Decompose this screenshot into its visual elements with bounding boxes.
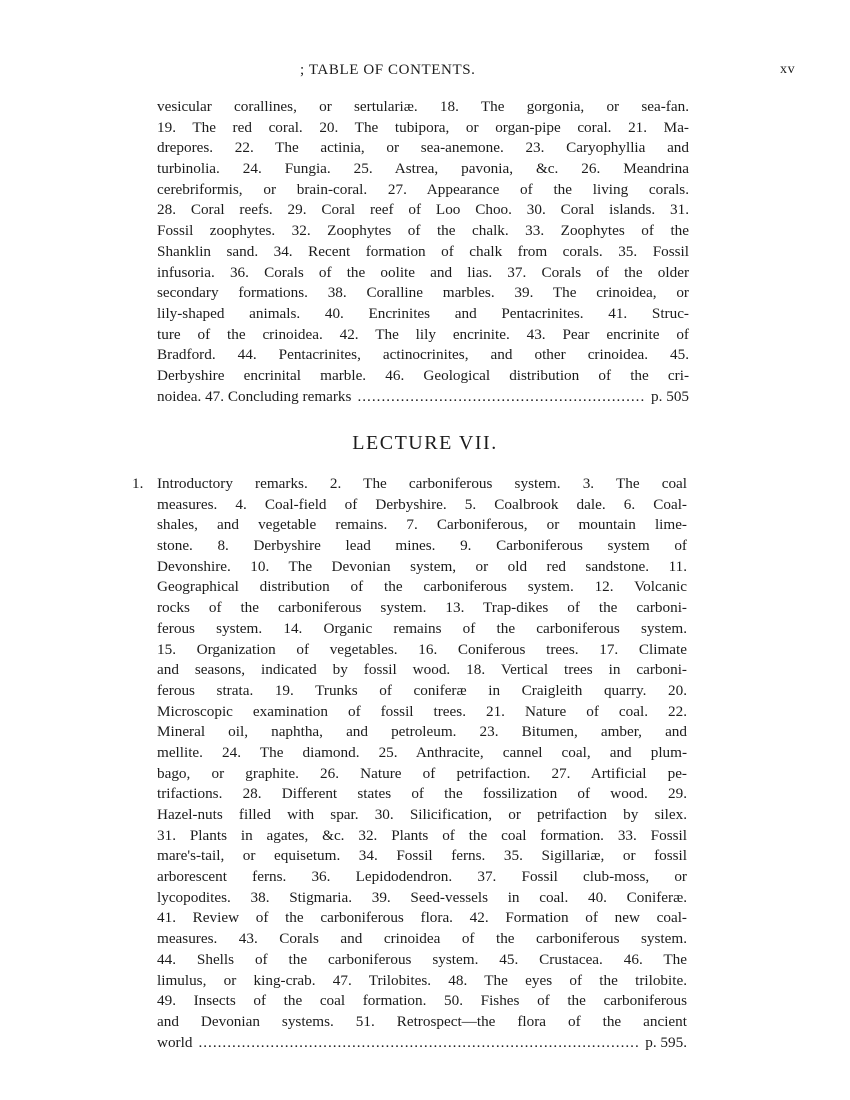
contents-line: Introductory remarks. 2. The carboniferous system. 3. The coal [157, 475, 687, 492]
contents-line: Devonshire. 10. The Devonian system, or old red sandstone. 11. [157, 557, 687, 575]
contents-line: trifactions. 28. Different states of the fossilization of wood. 29. [157, 785, 687, 803]
running-head [0, 62, 850, 84]
page-reference: p. 505 [651, 387, 689, 405]
contents-line: rocks of the carboniferous system. 13. Trap-dikes of the carboni- [157, 599, 687, 617]
contents-line: 15. Organization of vegetables. 16. Coniferous trees. 17. Climate [157, 640, 687, 658]
contents-line: 44. Shells of the carboniferous system. 45. Crustacea. 46. The [157, 950, 687, 968]
contents-line: bago, or graphite. 26. Nature of petrifaction. 27. Artificial pe- [157, 764, 687, 782]
contents-line: ferous strata. 19. Trunks of coniferæ in Craigleith quarry. 20. [157, 681, 687, 699]
contents-line: Mineral oil, naphtha, and petroleum. 23. Bitumen, amber, and [157, 723, 687, 741]
contents-line: shales, and vegetable remains. 7. Carboniferous, or mountain lime- [157, 516, 687, 534]
contents-line: Derbyshire encrinital marble. 46. Geological distribution of the cri- [157, 366, 689, 384]
lecture-heading: LECTURE VII. [352, 432, 498, 454]
contents-line: lycopodites. 38. Stigmaria. 39. Seed-vessels in coal. 40. Coniferæ. [157, 888, 687, 906]
contents-line: Bradford. 44. Pentacrinites, actinocrinites, and other crinoidea. 45. [157, 346, 689, 364]
contents-line: Shanklin sand. 34. Recent formation of chalk from corals. 35. Fossil [157, 242, 689, 260]
contents-line: lily-shaped animals. 40. Encrinites and Pentacrinites. 41. Struc- [157, 304, 689, 322]
contents-line: 28. Coral reefs. 29. Coral reef of Loo Choo. 30. Coral islands. 31. [157, 201, 689, 219]
continued-contents [157, 97, 689, 407]
running-title: ; TABLE OF CONTENTS. [300, 62, 476, 78]
lecture-contents [157, 474, 687, 1053]
contents-line: ture of the crinoidea. 42. The lily encrinite. 43. Pear encrinite of [157, 325, 689, 343]
page-number: xv [780, 62, 796, 77]
section-number: 1. [132, 475, 144, 492]
contents-line: vesicular corallines, or sertulariæ. 18. The gorgonia, or sea-fan. [157, 98, 689, 115]
contents-line: and seasons, indicated by fossil wood. 18. Vertical trees in carboni- [157, 661, 687, 679]
contents-line: 41. Review of the carboniferous flora. 42. Formation of new coal- [157, 909, 687, 927]
contents-line: ferous system. 14. Organic remains of the carboniferous system. [157, 619, 687, 637]
contents-line: 49. Insects of the coal formation. 50. Fishes of the carboniferous [157, 992, 687, 1010]
contents-line: 31. Plants in agates, &c. 32. Plants of the coal formation. 33. Fossil [157, 826, 687, 844]
contents-line: and Devonian systems. 51. Retrospect—the flora of the ancient [157, 1012, 687, 1030]
contents-line: Fossil zoophytes. 32. Zoophytes of the chalk. 33. Zoophytes of the [157, 222, 689, 240]
dot-leader [198, 1033, 639, 1054]
contents-line: Geographical distribution of the carboniferous system. 12. Volcanic [157, 578, 687, 596]
contents-line: Hazel-nuts filled with spar. 30. Silicification, or petrifaction by silex. [157, 806, 687, 823]
contents-line-text: noidea. 47. Concluding remarks [157, 387, 352, 405]
page-reference: p. 595. [645, 1033, 687, 1051]
contents-line: stone. 8. Derbyshire lead mines. 9. Carboniferous system of [157, 537, 687, 555]
contents-line: infusoria. 36. Corals of the oolite and lias. 37. Corals of the older [157, 263, 689, 281]
contents-line: Microscopic examination of fossil trees. 21. Nature of coal. 22. [157, 702, 687, 720]
contents-line-text: world [157, 1033, 193, 1051]
contents-last-line [157, 1033, 687, 1054]
contents-line: cerebriformis, or brain-coral. 27. Appearance of the living corals. [157, 180, 689, 198]
contents-line: 19. The red coral. 20. The tubipora, or organ-pipe coral. 21. Ma- [157, 118, 689, 136]
dot-leader [357, 387, 645, 408]
contents-line: arborescent ferns. 36. Lepidodendron. 37. Fossil club-moss, or [157, 868, 687, 886]
contents-line: mellite. 24. The diamond. 25. Anthracite, cannel coal, and plum- [157, 743, 687, 761]
contents-last-line [157, 387, 689, 408]
contents-line: measures. 4. Coal-field of Derbyshire. 5. Coalbrook dale. 6. Coal- [157, 495, 687, 513]
contents-line: measures. 43. Corals and crinoidea of the carboniferous system. [157, 930, 687, 948]
contents-line: limulus, or king-crab. 47. Trilobites. 48. The eyes of the trilobite. [157, 971, 687, 989]
contents-line: mare's-tail, or equisetum. 34. Fossil ferns. 35. Sigillariæ, or fossil [157, 847, 687, 865]
contents-line: drepores. 22. The actinia, or sea-anemone. 23. Caryophyllia and [157, 139, 689, 157]
contents-line: secondary formations. 38. Coralline marbles. 39. The crinoidea, or [157, 284, 689, 302]
contents-line: turbinolia. 24. Fungia. 25. Astrea, pavonia, &c. 26. Meandrina [157, 160, 689, 178]
